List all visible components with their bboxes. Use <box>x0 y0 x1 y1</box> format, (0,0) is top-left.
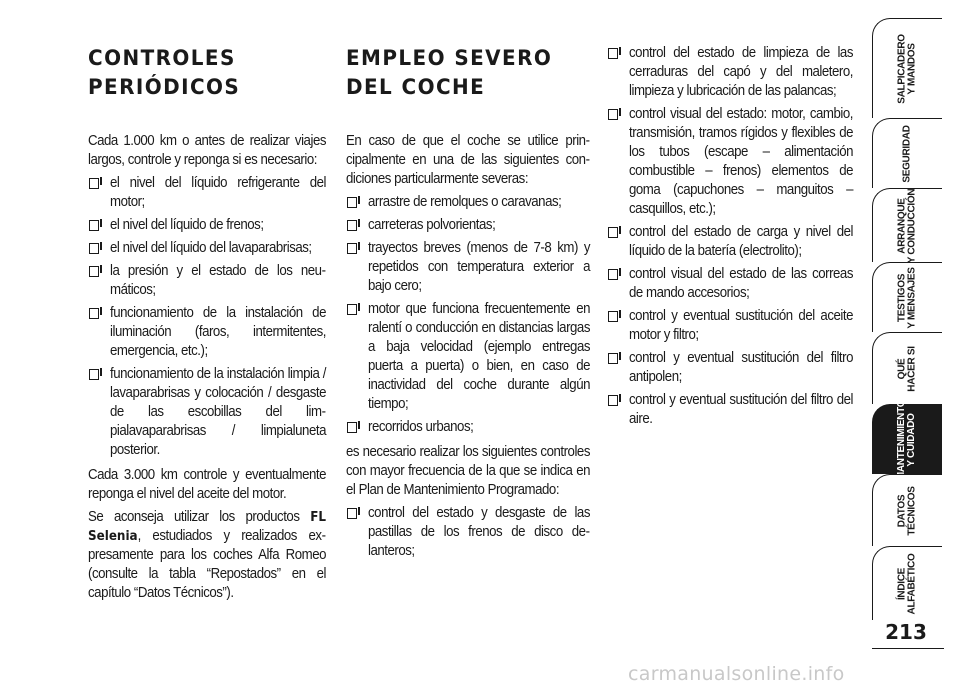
checkbox-bullet-icon <box>89 266 99 277</box>
list-item <box>88 304 326 361</box>
tab-label-line-1: QUÉ <box>896 358 908 379</box>
title-line-1: EMPLEO SEVERO <box>346 46 553 70</box>
tab-label-line-1: MANTENIMIENTO <box>896 399 908 480</box>
list-item <box>88 262 326 300</box>
chapter-tab-label <box>897 267 917 328</box>
list-item-text: control y eventual sustitución del aceite motor y filtro; <box>629 308 854 343</box>
list-item-text: control y eventual sustitución del filtro antipolen; <box>629 350 854 385</box>
checkbox-bullet-icon <box>608 48 618 59</box>
list-item <box>346 504 590 561</box>
tab-label-line-2: Y MANDOS <box>906 42 918 95</box>
list-item-text: recorridos urbanos; <box>368 419 474 435</box>
checklist <box>346 504 590 561</box>
list-item <box>607 44 853 101</box>
checkbox-bullet-icon <box>608 353 618 364</box>
checkbox-bullet-icon <box>89 178 99 189</box>
chapter-tab-3[interactable] <box>872 262 942 332</box>
column-empleo-severo <box>346 44 590 567</box>
checkbox-bullet-icon <box>608 395 618 406</box>
list-item <box>607 307 853 345</box>
paragraph-controls: es necesario realizar los siguientes controles con mayor frecuencia de la que se indica en el Plan de Mantenimiento Programado: <box>346 444 591 498</box>
chapter-tab-label <box>898 399 918 479</box>
checkbox-bullet-icon <box>347 197 357 208</box>
list-item <box>346 239 590 296</box>
tab-label-line-1: ÍNDICE <box>896 567 908 600</box>
checkbox-bullet-icon <box>608 269 618 280</box>
intro-paragraph: En caso de que el coche se utilice principalmente en una de las siguientes condiciones particularmente severas: <box>346 133 591 187</box>
page-number: 213 <box>885 620 927 644</box>
list-item <box>346 193 590 212</box>
section-title-empleo <box>346 44 578 102</box>
title-line-2: DEL COCHE <box>346 75 486 99</box>
list-item-text: control del estado de carga y nivel del líquido de la batería (electrolito); <box>629 224 854 259</box>
list-item <box>88 365 326 460</box>
chapter-tab-label <box>897 346 917 391</box>
list-item <box>88 239 326 258</box>
list-item-text: control del estado de limpieza de las cerraduras del capó y del maletero, limpieza y lubricación de las palancas; <box>629 45 854 99</box>
tab-label-line-2: Y CUIDADO <box>906 412 918 467</box>
list-item-text: control y eventual sustitución del filtro del aire. <box>629 392 854 427</box>
chapter-tab-label <box>898 486 918 535</box>
column-controls-continued <box>607 44 853 435</box>
list-item-text: control visual del estado: motor, cambio, transmisión, tramos rígidos y flexibles de los tubos (escape – alimentación combustible – frenos) elementos de goma (capuchones – manguitos – casquillos, etc.); <box>629 106 854 217</box>
checkbox-bullet-icon <box>347 508 357 519</box>
products-text-before: Se aconseja utilizar los productos <box>88 509 311 525</box>
checkbox-bullet-icon <box>608 311 618 322</box>
list-item-text: el nivel del líquido de frenos; <box>110 217 264 233</box>
chapter-tab-1[interactable] <box>872 118 942 188</box>
watermark: carmanualsonline.info <box>628 663 845 685</box>
tab-label-line-2: Y CONDUCCIÓN <box>906 188 918 263</box>
brand-name: FL Selenia <box>88 510 327 544</box>
list-item-text: arrastre de remolques o caravanas; <box>368 194 562 210</box>
checkbox-bullet-icon <box>608 227 618 238</box>
title-line-1: CONTROLES <box>88 46 236 70</box>
chapter-tabs <box>872 0 960 692</box>
list-item-text: trayectos breves (menos de 7-8 km) y repetidos con temperatura exterior a bajo cero; <box>368 240 591 294</box>
products-text-after: , estudiados y realizados expresamente para los coches Alfa Romeo (consulte la tabla “Repostados” en el capítulo “Datos Técnicos”). <box>88 528 327 601</box>
chapter-tab-0[interactable] <box>872 18 942 118</box>
list-item <box>607 265 853 303</box>
list-item-text: carreteras polvorientas; <box>368 217 496 233</box>
checklist <box>607 44 853 429</box>
list-item-text: motor que funciona frecuentemente en ralentí o conducción en distancias largas a baja velocidad (ejemplo entregas puerta a puerta) o bien, en caso de inactividad del coche durante algún tiempo; <box>368 301 591 412</box>
list-item <box>607 223 853 261</box>
tab-label-line-1: SALPICADERO <box>896 33 908 104</box>
chapter-tab-label <box>898 188 918 263</box>
tab-label-line-1: SEGURIDAD <box>901 124 913 183</box>
list-item <box>346 216 590 235</box>
list-item-text: el nivel del líquido refrigerante del motor; <box>110 175 326 210</box>
list-item-text: funcionamiento de la instalación limpia / lavaparabrisas y colocación / desgaste de las escobillas del limpialavaparabrisas / limpialuneta posterior. <box>110 366 326 458</box>
chapter-tab-label <box>898 34 918 103</box>
list-item <box>346 300 590 414</box>
list-item-text: funcionamiento de la instalación de iluminación (faros, intermitentes, emergencia, etc.); <box>110 305 326 359</box>
tab-label-line-2: ALFABÉTICO <box>906 553 918 614</box>
list-item-text: control del estado y desgaste de las pastillas de los frenos de disco delanteros; <box>368 505 591 559</box>
checkbox-bullet-icon <box>89 220 99 231</box>
list-item <box>346 418 590 437</box>
title-line-2: PERIÓDICOS <box>88 75 241 99</box>
tab-label-line-2: Y MENSAJES <box>906 266 918 329</box>
checkbox-bullet-icon <box>347 243 357 254</box>
list-item-text: control visual del estado de las correas de mando accesorios; <box>629 266 854 301</box>
intro-paragraph: Cada 1.000 km o antes de realizar viajes largos, controle y reponga si es necesario: <box>88 133 327 168</box>
tab-label-line-2: TÉCNICOS <box>906 485 918 536</box>
list-item <box>88 174 326 212</box>
checklist <box>346 193 590 437</box>
paragraph-products <box>88 508 326 603</box>
checkbox-bullet-icon <box>89 243 99 254</box>
list-item-text: el nivel del líquido del lavaparabrisas; <box>110 240 312 256</box>
checkbox-bullet-icon <box>347 304 357 315</box>
tab-label-line-2: HACER SI <box>906 345 918 392</box>
chapter-tab-label <box>897 553 917 614</box>
checkbox-bullet-icon <box>89 369 99 380</box>
tab-label-line-1: TESTIGOS <box>896 273 908 322</box>
chapter-tab-2[interactable] <box>872 188 942 262</box>
checkbox-bullet-icon <box>608 109 618 120</box>
checklist <box>88 174 326 460</box>
column-controles-periodicos <box>88 44 326 607</box>
checkbox-bullet-icon <box>347 220 357 231</box>
chapter-tab-4[interactable] <box>872 332 942 404</box>
paragraph-oil: Cada 3.000 km controle y eventualmente reponga el nivel del aceite del motor. <box>88 467 327 502</box>
tab-label-line-1: DATOS <box>896 494 908 527</box>
checkbox-bullet-icon <box>89 308 99 319</box>
section-title-controles <box>88 44 314 102</box>
list-item <box>607 349 853 387</box>
chapter-tab-6[interactable] <box>872 474 942 546</box>
chapter-tab-5[interactable] <box>872 399 942 480</box>
list-item <box>607 105 853 219</box>
page-number-divider <box>872 648 944 649</box>
checkbox-bullet-icon <box>347 422 357 433</box>
list-item-text: la presión y el estado de los neumáticos; <box>110 263 326 298</box>
list-item <box>88 216 326 235</box>
chapter-tab-label <box>903 125 913 182</box>
tab-label-line-1: ARRANQUE <box>896 197 908 254</box>
chapter-tab-7[interactable] <box>872 546 942 620</box>
list-item <box>607 391 853 429</box>
